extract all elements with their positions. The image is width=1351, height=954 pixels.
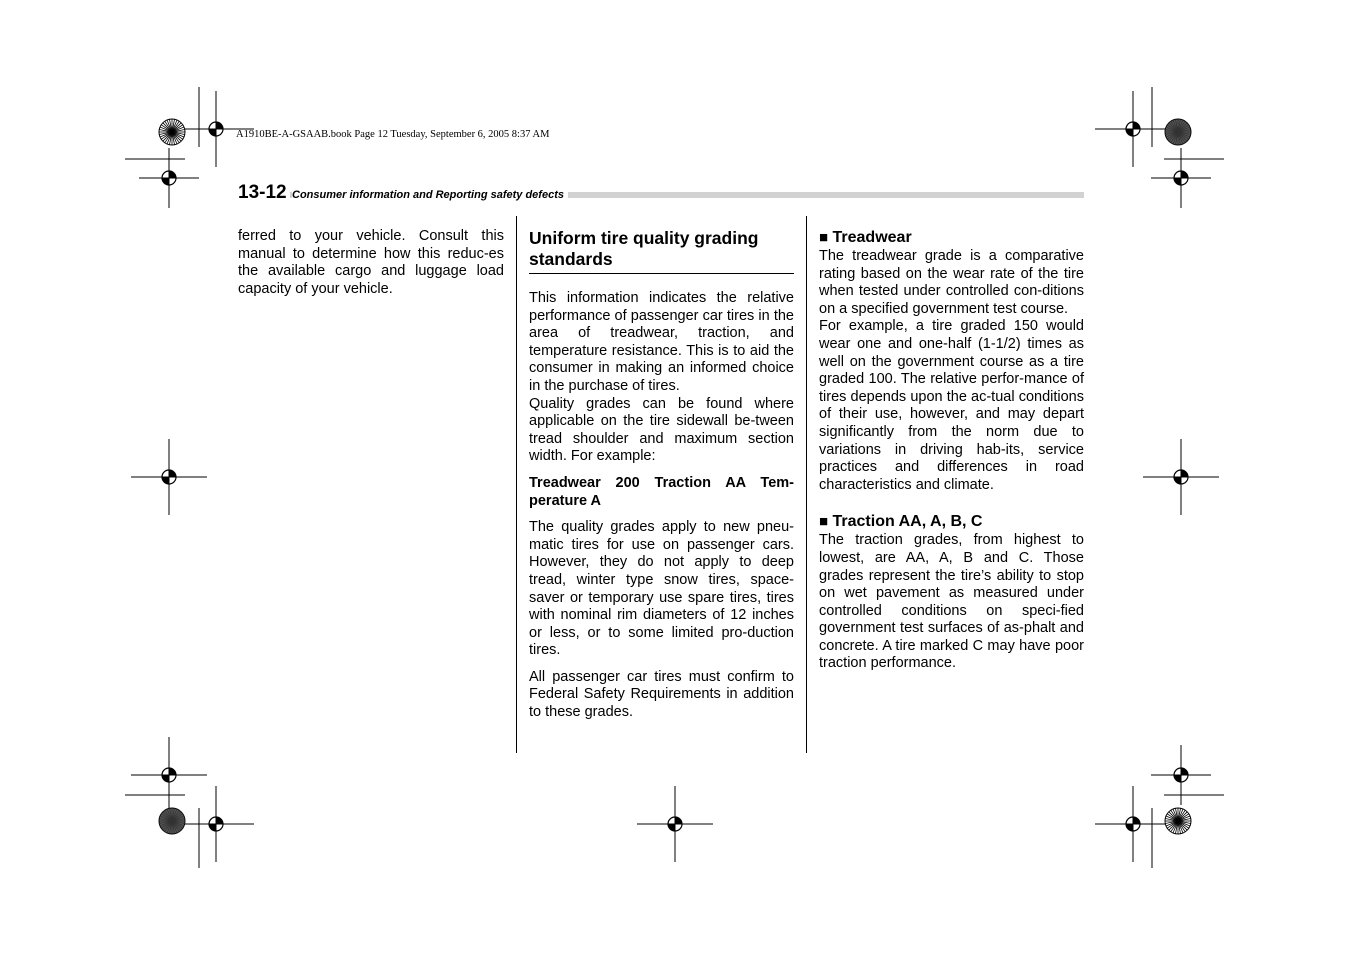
chapter-title: Consumer information and Reporting safety defects	[292, 187, 568, 203]
paragraph: For example, a tire graded 150 would wear one and one-half (1-1/2) times as well on the government course as a tire graded 100. The relative perfor-mance of tires depends upon the ac-tual conditions of their use, however, and may depart significantly from the norm due to variations in driving hab-its, service practices and differences in road characteristics and climate.	[819, 318, 1084, 493]
crosshair-target-icon	[637, 786, 713, 862]
starburst-disc-icon	[1165, 808, 1191, 834]
crosshair-target-icon	[139, 148, 199, 208]
starburst-disc-icon	[1165, 119, 1191, 145]
crosshair-target-icon	[131, 439, 207, 515]
crosshair-target-icon	[1151, 148, 1211, 208]
black-square-icon: ■	[819, 229, 829, 246]
starburst-disc-icon	[159, 808, 185, 834]
crosshair-target-icon	[1143, 439, 1219, 515]
grade-example: Treadwear 200 Traction AA Tem-perature A	[529, 474, 794, 509]
paragraph: The traction grades, from highest to lowest, are AA, A, B and C. Those grades represent the tire’s ability to stop on wet pavement as measured under controlled conditions on speci-fied government test surfaces of as-phalt and concrete. A tire marked C may have poor traction performance.	[819, 532, 1084, 672]
crosshair-target-icon	[131, 737, 207, 813]
black-square-icon: ■	[819, 513, 829, 531]
treadwear-heading: ■ Treadwear	[819, 229, 912, 246]
paragraph: The quality grades apply to new pneu-matic tires for use on passenger cars. However, they do not apply to deep tread, winter type snow tires, space-saver or temporary use spare tires, tires with nominal rim diameters of 12 inches or less, or to some limited pro-duction tires.	[529, 519, 794, 659]
continued-paragraph: ferred to your vehicle. Consult this manual to determine how this reduc-es the available cargo and luggage load capacity of your vehicle.	[238, 228, 504, 297]
starburst-disc-icon	[159, 119, 185, 145]
paragraph: Quality grades can be found where applicable on the tire sidewall be-tween tread shoulder and maximum section width. For example:	[529, 395, 794, 465]
crosshair-target-icon	[178, 91, 254, 167]
page-number: 13-12	[238, 181, 290, 205]
crosshair-target-icon	[1151, 745, 1211, 805]
print-slug: A1910BE-A-GSAAB.book Page 12 Tuesday, September 6, 2005 8:37 AM	[236, 129, 550, 140]
paragraph: All passenger car tires must confirm to Federal Safety Requirements in addition to these grades.	[529, 668, 794, 721]
section-title: Uniform tire quality grading standards	[529, 228, 794, 274]
paragraph: The treadwear grade is a comparative rating based on the wear rate of the tire when tested under controlled con-ditions on a specified government test course.	[819, 248, 1084, 317]
paragraph: This information indicates the relative performance of passenger car tires in the area of treadwear, traction, and temperature resistance. This is to aid the consumer in making an informed choice in the purchase of tires.	[529, 290, 794, 394]
crosshair-target-icon	[1095, 91, 1171, 167]
traction-heading: ■ Traction AA, A, B, C	[819, 513, 983, 531]
crosshair-target-icon	[178, 786, 254, 862]
crosshair-target-icon	[1095, 786, 1171, 862]
